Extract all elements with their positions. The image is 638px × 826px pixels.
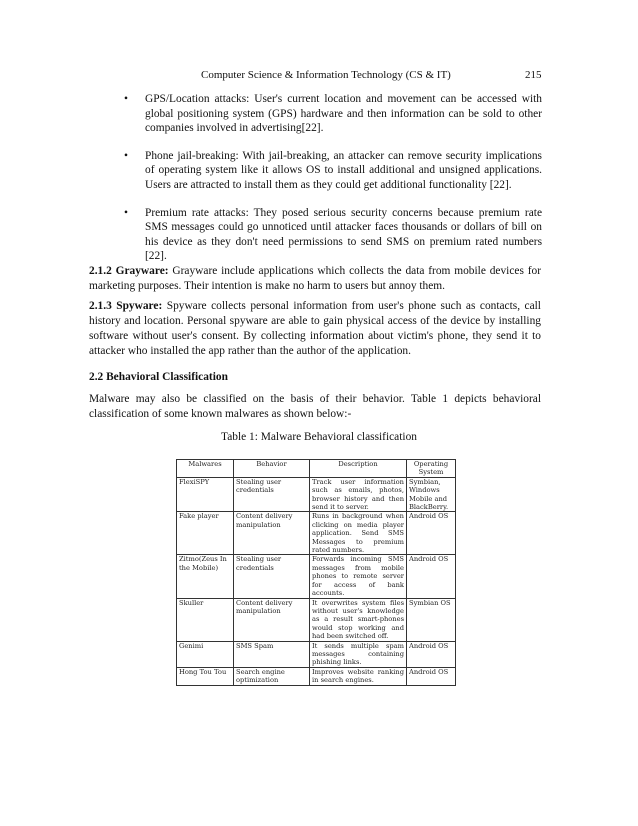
table-cell: FlexiSPY [177,477,234,512]
table-cell: Symbian OS [407,598,456,641]
spyware-heading: 2.1.3 Spyware: [89,300,163,312]
table-row [177,477,456,512]
column-header: Behavior [234,460,310,478]
malware-table [176,459,456,686]
list-item: • Phone jail-breaking: With jail-breaking, an attacker can remove security implications of operating system like it allows OS to install additional and unsigned applications. Users are attracted to install them as they could get additional functionality [22]. [124,149,542,191]
table-cell: Stealing user credentials [234,555,310,598]
table-cell: It sends multiple spam messages containing phishing links. [310,641,407,667]
table-cell: Forwards incoming SMS messages from mobile phones to remote server for access of bank accounts. [310,555,407,598]
table-cell: Android OS [407,512,456,555]
page-number: 215 [525,69,542,81]
table-cell: Search engine optimization [234,667,310,685]
table-row [177,667,456,685]
grayware-paragraph: 2.1.2 Grayware: Grayware include applications which collects the data from mobile devices for marketing purposes. Their intention is make no harm to users but annoy them. [89,265,541,292]
grayware-heading: 2.1.2 Grayware: [89,265,169,277]
table-cell: Android OS [407,555,456,598]
table-row [177,598,456,641]
table-cell: Runs in background when clicking on media player application. Send SMS Messages to premium rated numbers. [310,512,407,555]
list-item: • Premium rate attacks: They posed serious security concerns because premium rate SMS messages could go unnoticed until attacker faces thousands or dollars of bill on his device as they don't need permissions to send SMS on premium rated numbers [22]. [124,206,542,263]
list-item: • GPS/Location attacks: User's current location and movement can be accessed with global positioning system (GPS) hardware and then information can be sold to other companies involved in advertising[22]. [124,93,542,135]
journal-title: Computer Science & Information Technology (CS & IT) [201,69,451,81]
bullet-icon: • [124,206,128,219]
table-cell: SMS Spam [234,641,310,667]
table-header-row [177,460,456,478]
table-cell: Skuller [177,598,234,641]
table-row [177,641,456,667]
table-caption: Table 1: Malware Behavioral classification [221,431,417,443]
table-cell: Android OS [407,667,456,685]
table-cell: Fake player [177,512,234,555]
bullet-icon: • [124,93,128,105]
behavioral-paragraph: Malware may also be classified on the basis of their behavior. Table 1 depicts behavioral classification of some known malwares as shown below:- [89,393,541,420]
table-cell: Symbian, Windows Mobile and BlackBerry. [407,477,456,512]
table-cell: Genimi [177,641,234,667]
column-header: Malwares [177,460,234,478]
attack-bullet-list [124,92,542,277]
table-cell: Hong Tou Tou [177,667,234,685]
column-header: Operating System [407,460,456,478]
table-cell: Android OS [407,641,456,667]
table-cell: Track user information such as emails, photos, browser history and then send it to server. [310,477,407,512]
table-row [177,512,456,555]
bullet-icon: • [124,149,128,162]
table-cell: Content delivery manipulation [234,512,310,555]
table-row [177,555,456,598]
table-cell: Improves website ranking in search engines. [310,667,407,685]
table-cell: It overwrites system files without user's knowledge as a result smart-phones would stop working and had been switched off. [310,598,407,641]
section-heading: 2.2 Behavioral Classification [89,371,228,383]
column-header: Description [310,460,407,478]
table-cell: Stealing user credentials [234,477,310,512]
spyware-paragraph: 2.1.3 Spyware: Spyware collects personal information from user's phone such as contacts, call history and location. Personal spyware are able to gain physical access of the device by installing software without user's consent. By collecting information about victim's phone, they send it to attacker who installed the app rather than the author of the application. [89,300,541,357]
table-cell: Zitmo(Zeus In the Mobile) [177,555,234,598]
table-cell: Content delivery manipulation [234,598,310,641]
